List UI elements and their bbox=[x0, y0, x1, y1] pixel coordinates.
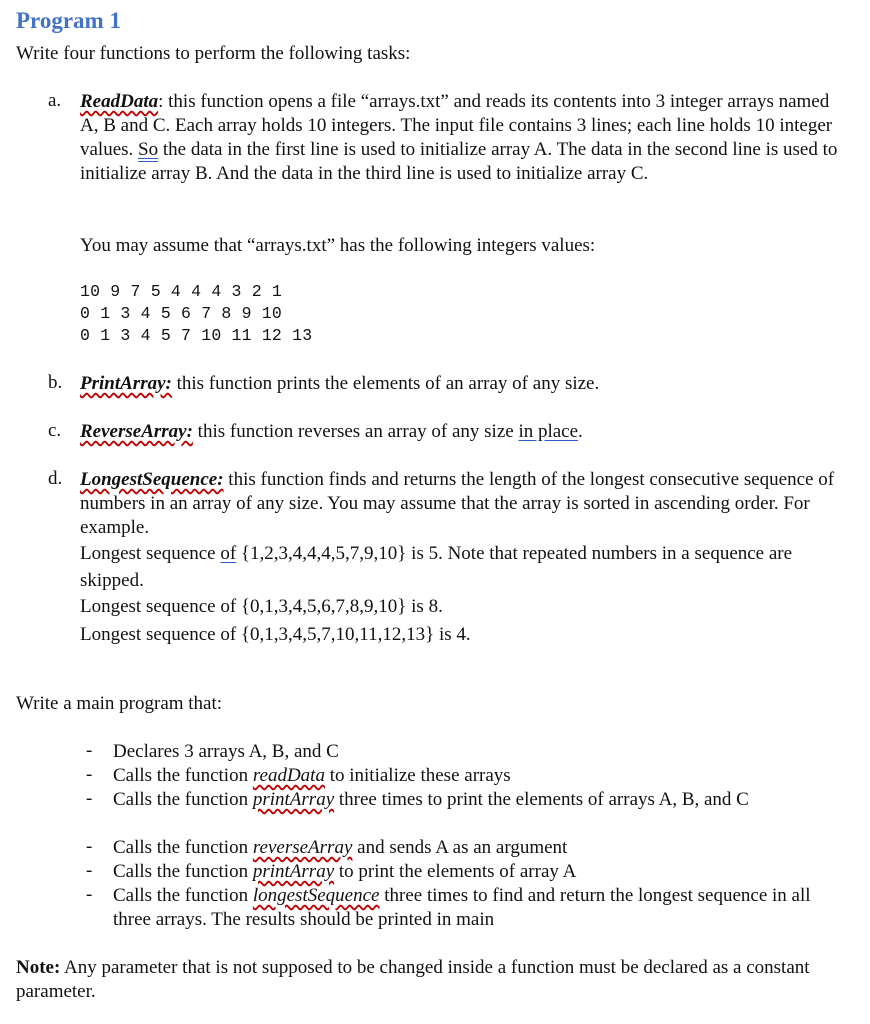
task-c-text: this function reverses an array of any size bbox=[197, 421, 514, 442]
step6-pre: Calls the function bbox=[113, 885, 249, 906]
dash-1: - bbox=[86, 740, 93, 761]
task-d-example-3: Longest sequence of {0,1,3,4,5,7,10,11,12,13} is 4. bbox=[80, 624, 471, 645]
longestsequence-function-name: LongestSequence: bbox=[80, 469, 224, 490]
step6-post: three times to find and return the longest sequence in all three arrays. The results should be printed in main bbox=[113, 885, 811, 930]
file-line-1: 10 9 7 5 4 4 4 3 2 1 bbox=[80, 282, 283, 301]
file-line-2: 0 1 3 4 5 6 7 8 9 10 bbox=[80, 304, 283, 323]
note-text: Any parameter that is not supposed to be changed inside a function must be declared as a constant parameter. bbox=[16, 957, 810, 1002]
task-a-text-1: this function opens a file “arrays.txt” and reads its contents into 3 integer arrays named A, B and C. Each array holds 10 integers. The input file contains 3 lines; each line holds 10 integer values. bbox=[80, 91, 833, 160]
step6-fn: longestSequence bbox=[252, 885, 380, 906]
step5-pre: Calls the function bbox=[113, 861, 249, 882]
step2-fn: readData bbox=[252, 765, 325, 786]
readdata-function-name: ReadData bbox=[80, 91, 159, 112]
page-title: Program 1 bbox=[16, 8, 121, 33]
dash-5: - bbox=[86, 860, 93, 881]
task-b bbox=[80, 372, 840, 396]
task-d-ex1-pre: Longest sequence bbox=[80, 543, 216, 564]
step5-fn: printArray bbox=[252, 861, 335, 882]
dash-3: - bbox=[86, 788, 93, 809]
note-label: Note: bbox=[16, 957, 61, 978]
task-c bbox=[80, 420, 840, 444]
step3-pre: Calls the function bbox=[113, 789, 249, 810]
task-a-label: a. bbox=[48, 90, 62, 111]
task-b-label: b. bbox=[48, 372, 63, 393]
main-step-5 bbox=[113, 860, 848, 884]
dash-2: - bbox=[86, 764, 93, 785]
task-d-example-1 bbox=[80, 540, 830, 594]
intro-text: Write four functions to perform the following tasks: bbox=[16, 43, 411, 64]
main-step-2 bbox=[113, 764, 848, 788]
task-d-example-2: Longest sequence of {0,1,3,4,5,6,7,8,9,10} is 8. bbox=[80, 596, 443, 617]
step2-pre: Calls the function bbox=[113, 765, 249, 786]
task-d-label: d. bbox=[48, 468, 63, 489]
main-intro: Write a main program that: bbox=[16, 693, 223, 714]
assume-text: You may assume that “arrays.txt” has the following integers values: bbox=[80, 235, 596, 256]
task-a-text-2: the data in the first line is used to initialize array A. The data in the second line is used to initialize array B. And the data in the third line is used to initialize array C. bbox=[80, 139, 838, 184]
step5-post: to print the elements of array A bbox=[338, 861, 577, 882]
task-d-ex1-of: of bbox=[220, 543, 237, 564]
dash-4: - bbox=[86, 836, 93, 857]
task-c-end: . bbox=[578, 421, 583, 442]
task-d bbox=[80, 468, 840, 540]
step4-pre: Calls the function bbox=[113, 837, 249, 858]
task-d-ex1-post: {1,2,3,4,4,4,5,7,9,10} is 5. Note that repeated numbers in a sequence are skipped. bbox=[80, 543, 793, 591]
task-b-text: this function prints the elements of an array of any size. bbox=[176, 373, 600, 394]
printarray-function-name: PrintArray: bbox=[80, 373, 172, 394]
task-d-text: this function finds and returns the length of the longest consecutive sequence of numbers in an array of any size. You may assume that the array is sorted in ascending order. For example. bbox=[80, 469, 835, 538]
main-step-1: Declares 3 arrays A, B, and C bbox=[113, 741, 339, 762]
task-a bbox=[80, 90, 840, 186]
main-step-4 bbox=[113, 836, 848, 860]
dash-6: - bbox=[86, 884, 93, 905]
step2-post: to initialize these arrays bbox=[329, 765, 511, 786]
task-a-so: So bbox=[138, 139, 159, 160]
task-a-sep: : bbox=[158, 91, 164, 112]
task-c-label: c. bbox=[48, 420, 62, 441]
reversearray-function-name: ReverseArray: bbox=[80, 421, 193, 442]
main-step-3 bbox=[113, 788, 848, 812]
task-c-in-place: in place bbox=[518, 421, 579, 442]
note bbox=[16, 956, 846, 1004]
step4-fn: reverseArray bbox=[252, 837, 353, 858]
step3-fn: printArray bbox=[252, 789, 335, 810]
step4-post: and sends A as an argument bbox=[357, 837, 568, 858]
step3-post: three times to print the elements of arrays A, B, and C bbox=[338, 789, 749, 810]
main-step-6 bbox=[113, 884, 848, 932]
file-line-3: 0 1 3 4 5 7 10 11 12 13 bbox=[80, 326, 313, 345]
